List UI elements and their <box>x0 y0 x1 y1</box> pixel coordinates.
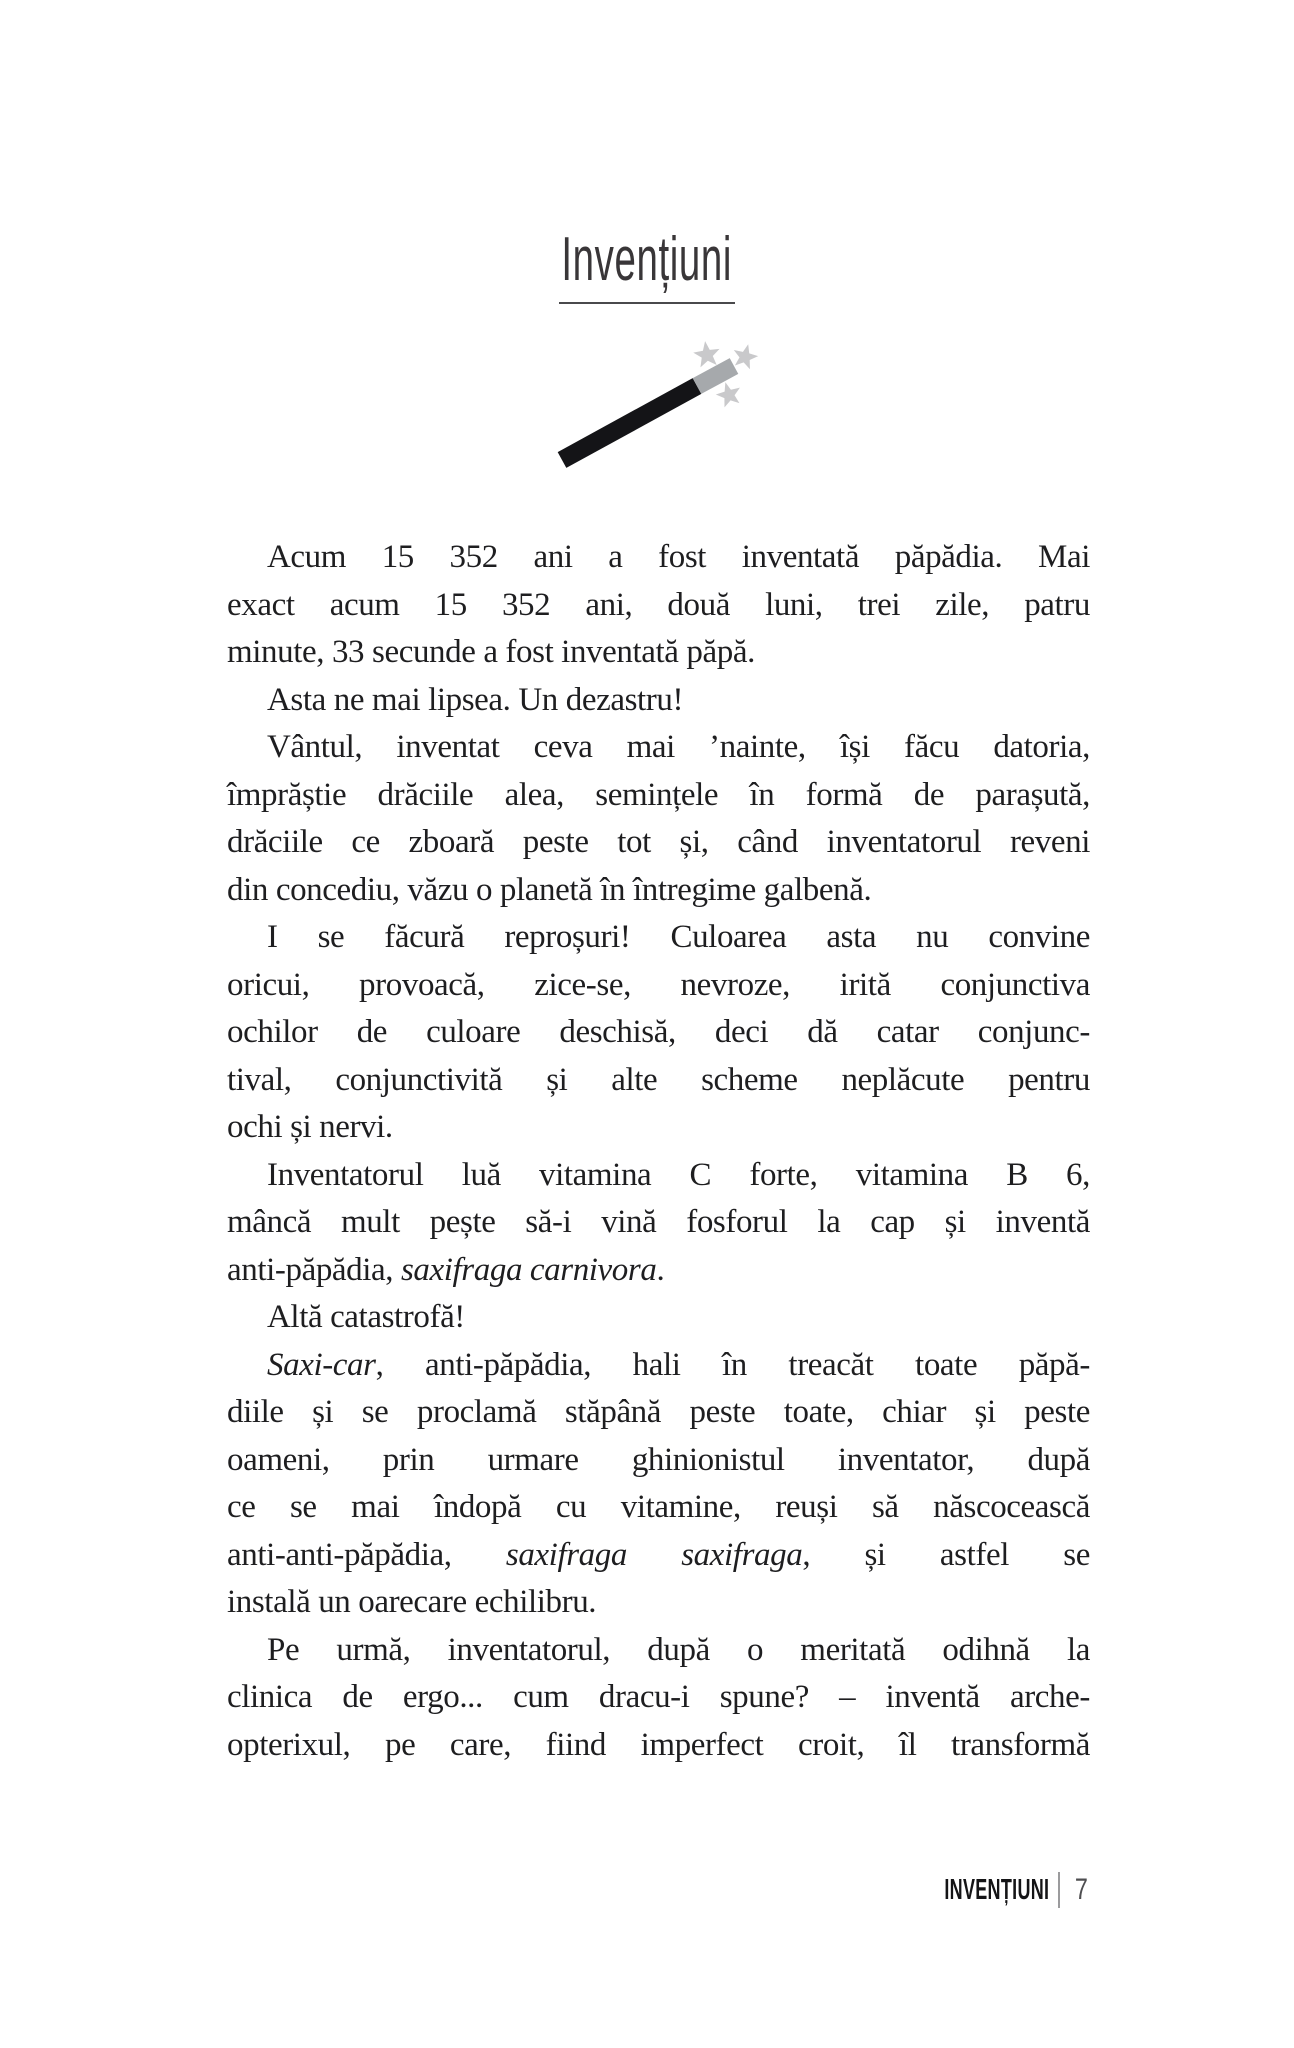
text-line: Vântul, inventat ceva mai ’nainte, își făcu datoria, <box>267 729 1090 765</box>
text-line: Inventatorul luă vitamina C forte, vitamina B 6, <box>267 1156 1090 1193</box>
text-line: mâncă mult pește să-i vină fosforul la cap și inventă <box>227 1204 1090 1240</box>
wand-shaft <box>562 386 697 460</box>
paragraph <box>227 677 1090 725</box>
page-title: Invențiuni <box>561 225 733 294</box>
footer-separator <box>1058 1872 1060 1908</box>
text-line: oricui, provoacă, zice-se, nevroze, irită conjunctiva <box>227 966 1090 1003</box>
text-line: minute, 33 secunde a fost inventată păpă. <box>227 634 755 670</box>
text-line: clinica de ergo... cum dracu-i spune? – inventă arche- <box>227 1679 1090 1715</box>
text-line: anti-anti-păpădia, saxifraga saxifraga, și astfel se <box>227 1536 1090 1573</box>
paragraph <box>227 1152 1090 1295</box>
text-line: drăciile ce zboară peste tot și, când inventatorul reveni <box>227 824 1090 860</box>
body-text <box>227 534 1090 1769</box>
page-footer <box>880 1871 1090 1909</box>
paragraph <box>227 914 1090 1152</box>
text-line: ochi și nervi. <box>227 1109 393 1145</box>
magic-wand-icon <box>548 336 768 476</box>
text-line: Altă catastrofă! <box>267 1299 465 1335</box>
text-line: tival, conjunctivită și alte scheme neplăcute pentru <box>227 1061 1090 1098</box>
text-line: ochilor de culoare deschisă, deci dă catar conjunc- <box>227 1014 1090 1050</box>
text-line: instală un oarecare echilibru. <box>227 1584 597 1620</box>
footer-page-number: 7 <box>1075 1873 1089 1906</box>
star-icon <box>730 341 760 370</box>
text-line: diile și se proclamă stăpână peste toate, chiar și peste <box>227 1394 1090 1430</box>
text-line: Saxi-car, anti-păpădia, hali în treacăt toate păpă- <box>267 1346 1090 1383</box>
footer-chapter-label: INVENȚIUNI <box>944 1873 1050 1906</box>
text-line: ce se mai îndopă cu vitamine, reuși să născocească <box>227 1489 1090 1525</box>
text-line: Pe urmă, inventatorul, după o meritată odihnă la <box>267 1631 1090 1668</box>
paragraph <box>227 1294 1090 1342</box>
star-icon <box>692 339 722 368</box>
text-line: opterixul, pe care, fiind imperfect croit, îl transformă <box>227 1726 1090 1763</box>
text-line: Asta ne mai lipsea. Un dezastru! <box>267 681 684 718</box>
text-line: I se făcură reproșuri! Culoarea asta nu convine <box>267 919 1090 955</box>
wand-tip <box>697 366 734 386</box>
text-line: împrăștie drăciile alea, semințele în formă de parașută, <box>227 776 1090 813</box>
text-line: exact acum 15 352 ani, două luni, trei zile, patru <box>227 586 1090 623</box>
chapter-title-block <box>0 225 1294 304</box>
text-line: oameni, prin urmare ghinionistul inventator, după <box>227 1441 1090 1478</box>
paragraph <box>227 1627 1090 1770</box>
paragraph <box>227 534 1090 677</box>
title-rule <box>559 302 735 304</box>
text-line: anti-păpădia, saxifraga carnivora. <box>227 1251 665 1288</box>
paragraph <box>227 1342 1090 1627</box>
text-line: Acum 15 352 ani a fost inventată păpădia. Mai <box>267 539 1090 575</box>
paragraph <box>227 724 1090 914</box>
text-line: din concediu, văzu o planetă în întregime galbenă. <box>227 871 872 908</box>
